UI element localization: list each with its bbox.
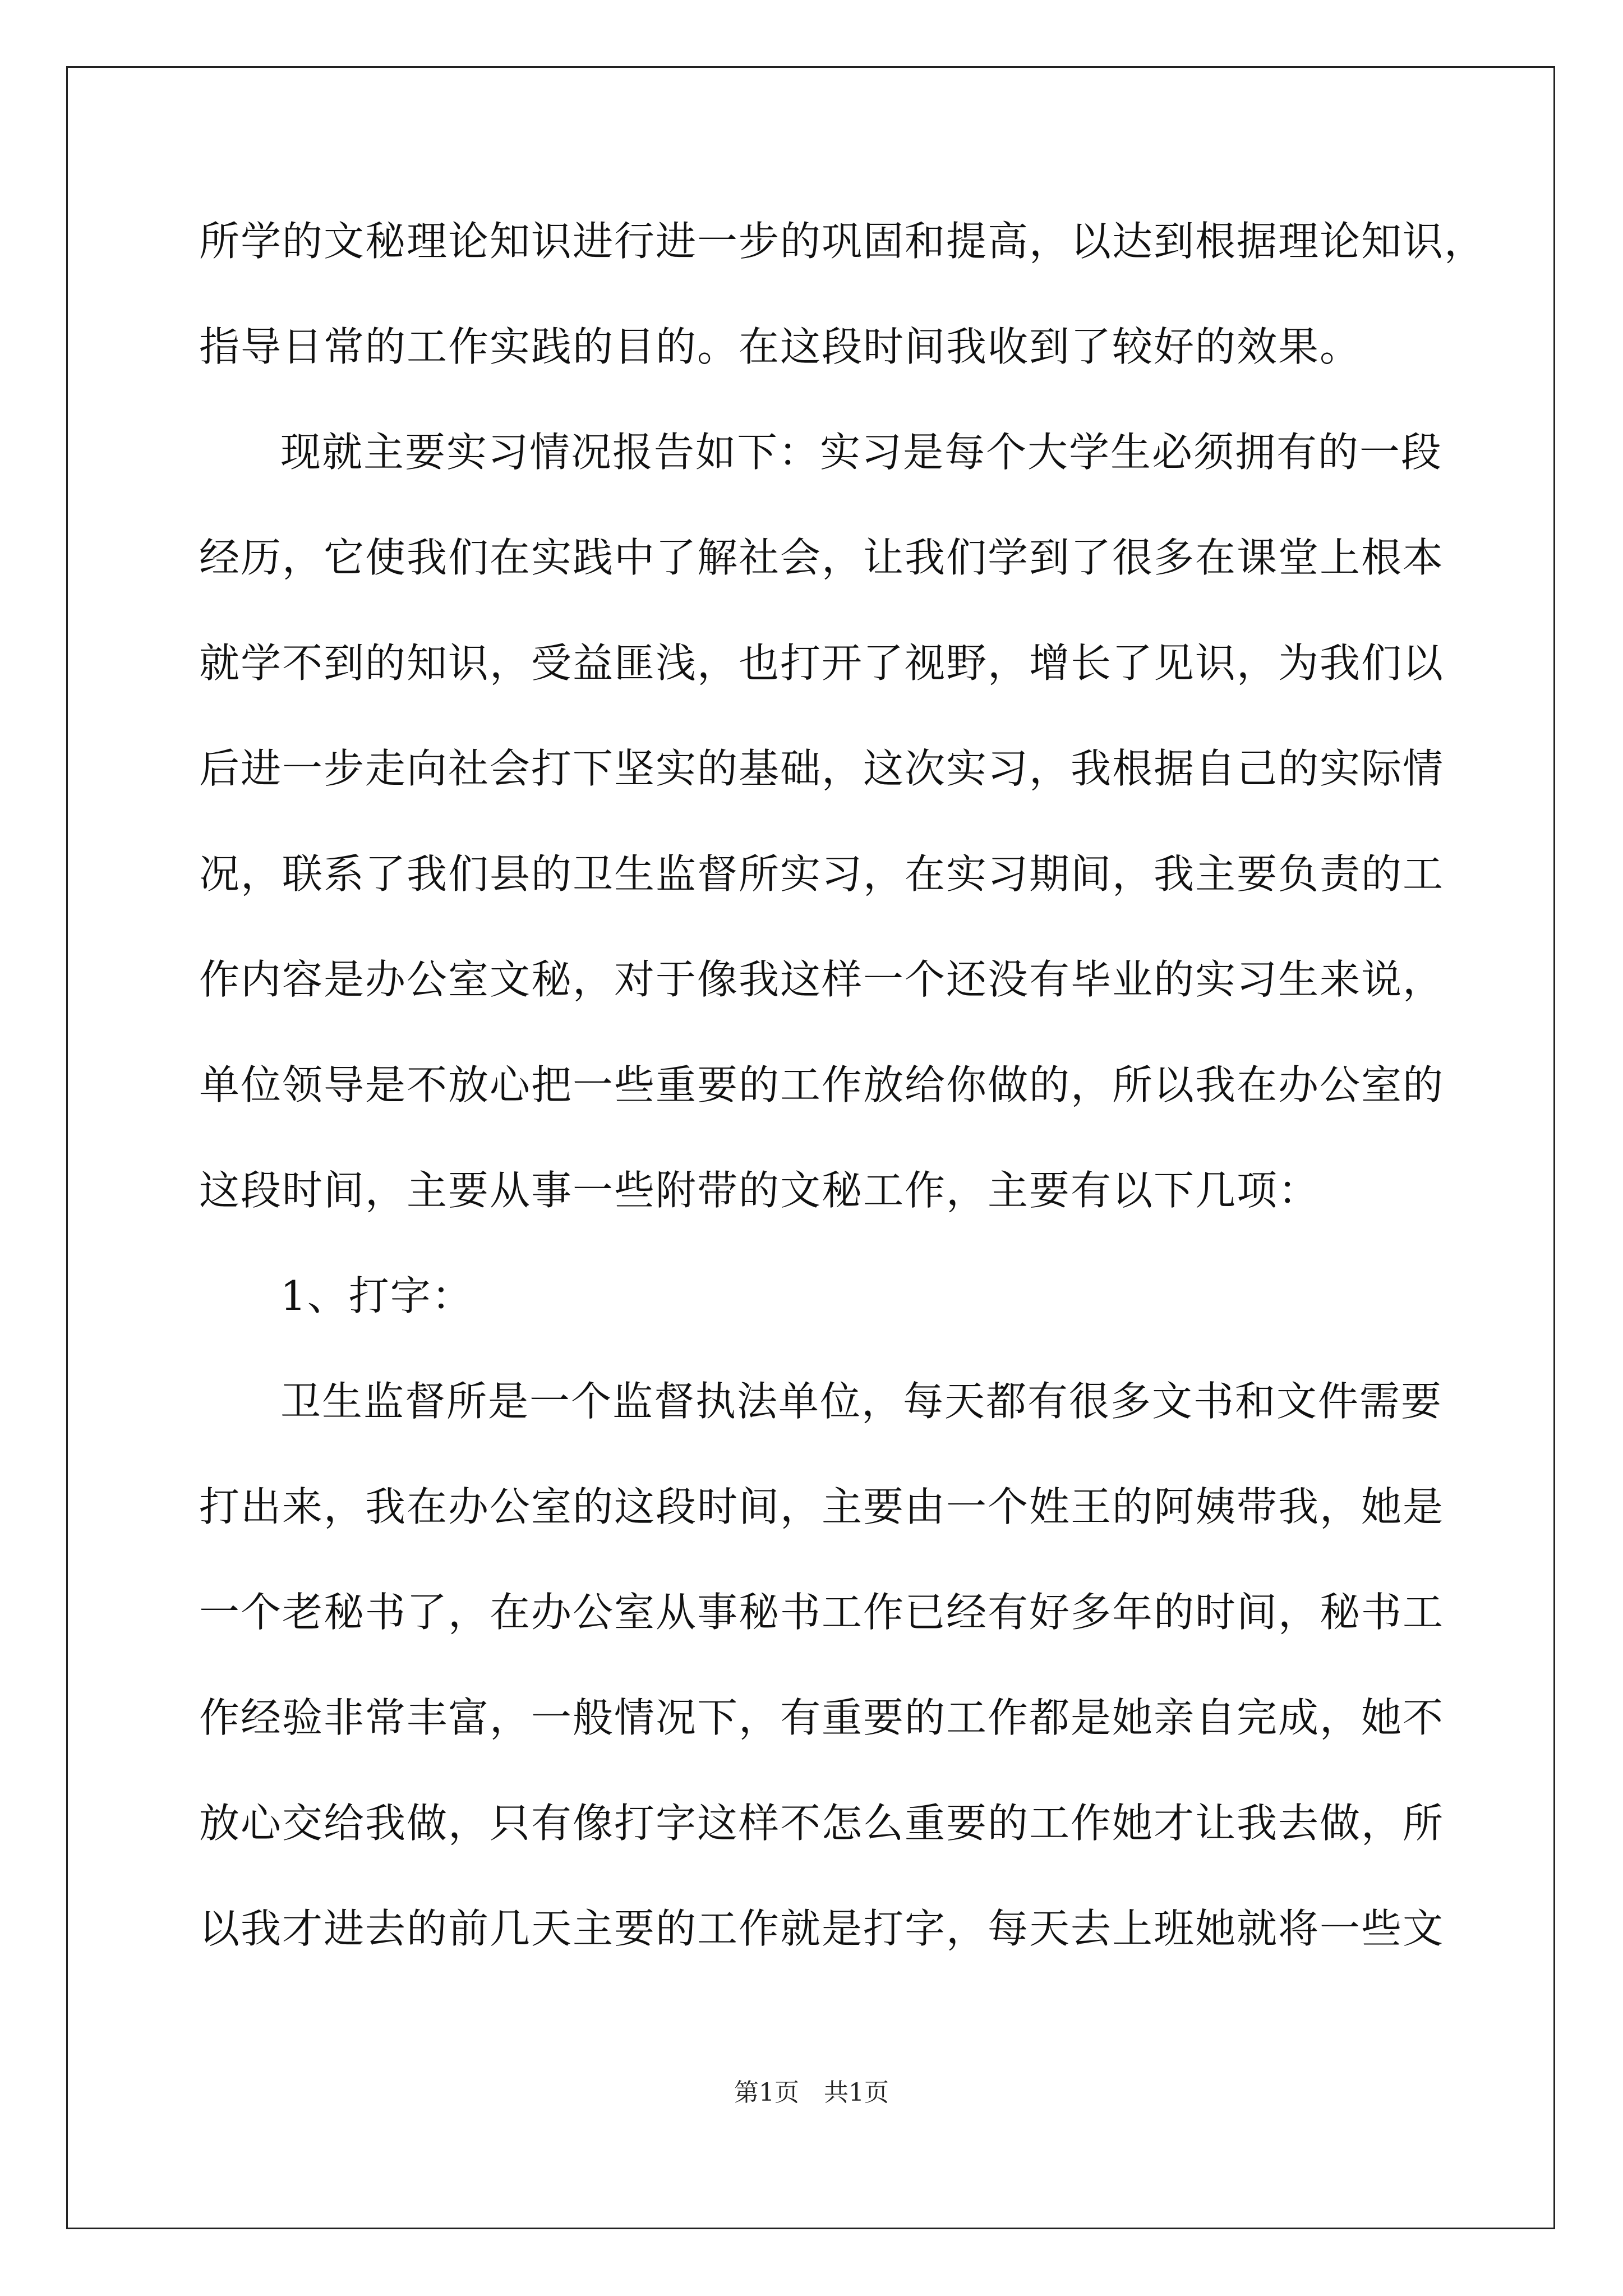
text-line: 一个老秘书了，在办公室从事秘书工作已经有好多年的时间，秘书工 — [199, 1589, 1445, 1636]
text-line: 现就主要实习情况报告如下：实习是每个大学生必须拥有的一段 — [280, 429, 1443, 476]
page-footer — [0, 2077, 1623, 2109]
text-line: 就学不到的知识，受益匪浅，也打开了视野，增长了见识，为我们以 — [199, 639, 1445, 687]
text-line: 这段时间，主要从事一些附带的文秘工作，主要有以下几项： — [199, 1167, 1320, 1214]
text-line: 放心交给我做，只有像打字这样不怎么重要的工作她才让我去做，所 — [199, 1800, 1445, 1847]
text-line: 作经验非常丰富，一般情况下，有重要的工作都是她亲自完成，她不 — [199, 1694, 1445, 1741]
page-total: 共1页 — [824, 2078, 889, 2107]
text-line: 经历，它使我们在实践中了解社会，让我们学到了很多在课堂上根本 — [199, 534, 1445, 581]
text-line: 以我才进去的前几天主要的工作就是打字，每天去上班她就将一些文 — [199, 1905, 1445, 1952]
text-line: 况，联系了我们县的卫生监督所实习，在实习期间，我主要负责的工 — [199, 850, 1445, 898]
text-line: 作内容是办公室文秘，对于像我这样一个还没有毕业的实习生来说， — [199, 956, 1445, 1003]
text-line: 后进一步走向社会打下坚实的基础，这次实习，我根据自己的实际情 — [199, 745, 1445, 792]
page-number: 第1页 — [734, 2078, 799, 2107]
section-heading: 1、打字： — [280, 1272, 473, 1319]
text-line: 指导日常的工作实践的目的。在这段时间我收到了较好的效果。 — [199, 323, 1362, 370]
text-line: 卫生监督所是一个监督执法单位，每天都有很多文书和文件需要 — [280, 1378, 1443, 1425]
text-line: 打出来，我在办公室的这段时间，主要由一个姓王的阿姨带我，她是 — [199, 1483, 1445, 1530]
text-line: 单位领导是不放心把一些重要的工作放给你做的，所以我在办公室的 — [199, 1061, 1445, 1108]
text-line: 所学的文秘理论知识进行进一步的巩固和提高，以达到根据理论知识， — [199, 218, 1486, 265]
